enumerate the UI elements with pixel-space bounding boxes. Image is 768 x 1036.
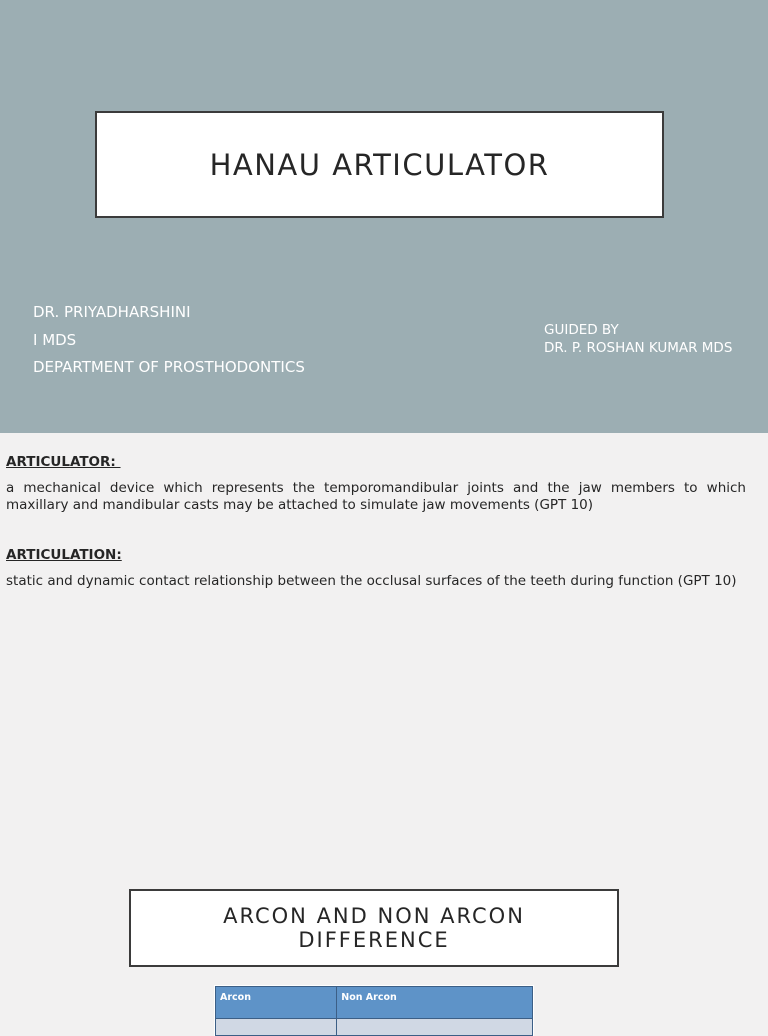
term-heading: ARTICULATION: [6, 547, 122, 563]
title-slide [0, 0, 768, 433]
table-header-row [216, 987, 533, 1019]
author-course: I MDS [33, 330, 77, 349]
author-block [33, 299, 305, 382]
author-name: DR. PRIYADHARSHINI [33, 303, 191, 321]
table-cell [337, 1019, 533, 1036]
definitions-slide [0, 433, 768, 873]
comparison-table [215, 986, 533, 1036]
guide-name: DR. P. ROSHAN KUMAR MDS [544, 339, 733, 356]
comparison-title: ARCON AND NON ARCON DIFFERENCE [223, 904, 525, 952]
guide-block [544, 322, 732, 357]
presentation-title: HANAU ARTICULATOR [209, 147, 550, 182]
term-definition: static and dynamic contact relationship between the occlusal surfaces of the teeth during function (GPT 10) [6, 573, 737, 589]
table-cell [216, 1019, 337, 1036]
table-header-cell: Arcon [216, 987, 337, 1019]
term-definition: a mechanical device which represents the temporomandibular joints and the jaw members to which maxillary and mandibular casts may be attached to simulate jaw movements (GPT 10) [6, 480, 746, 513]
title-box [95, 111, 664, 218]
table-row [216, 1019, 533, 1036]
comparison-title-box [129, 889, 619, 967]
term-heading: ARTICULATOR: [6, 454, 121, 470]
author-department: DEPARTMENT OF PROSTHODONTICS [33, 358, 305, 376]
table-header-cell: Non Arcon [337, 987, 533, 1019]
guide-label: GUIDED BY [544, 322, 619, 338]
